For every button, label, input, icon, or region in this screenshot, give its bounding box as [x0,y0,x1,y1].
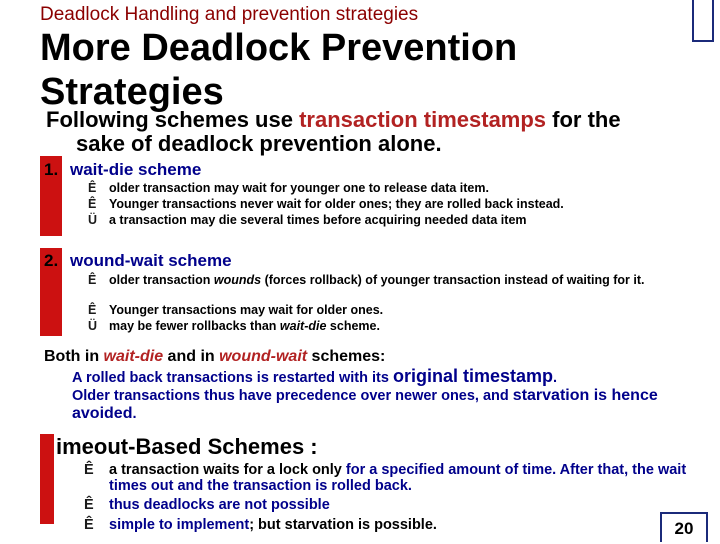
text-part: (forces rollback) of younger transaction instead of waiting for it. [261,273,645,287]
text-part: A rolled back transactions is restarted with its [72,370,393,386]
timeout-item [84,462,704,494]
timeout-item-3-text [109,517,704,533]
text-part: scheme. [326,319,380,333]
intro-pre: Following schemes use [46,107,300,132]
scheme-1-item-2-text: Younger transactions never wait for older ones; they are rolled back instead. [109,197,564,211]
scheme-1-label: wait-die scheme [70,160,202,179]
scheme-2-label: wound-wait scheme [70,251,232,270]
scheme-1-item [88,214,698,227]
text-part: . [132,406,137,422]
text-part: may be fewer rollbacks than [109,319,280,333]
text-part-italic: wait-die [279,319,327,333]
scheme-1-item-3-text: a transaction may die several times before acquiring needed data item [109,213,527,227]
slide-title [40,26,517,114]
scheme-2-item [88,274,698,287]
text-part: . [553,370,558,386]
slide-title-line2: Strategies [40,71,224,113]
intro-text [46,108,706,156]
text-part: thus deadlocks are not possible [109,497,330,513]
arrow-bullet-icon: Ê [88,181,97,195]
intro-post: for the [546,107,621,132]
red-accent-bar-3 [40,434,54,524]
intro-line2: sake of deadlock prevention alone. [76,131,442,156]
text-part-red: wound-wait [219,348,308,365]
scheme-1-heading [44,160,201,180]
curved-arrow-bullet-icon: Ü [88,213,98,227]
text-part-italic: wounds [213,273,262,287]
precedence-paragraph [72,387,672,423]
both-schemes-heading [44,348,385,366]
scheme-2-item-2-text: Younger transactions may wait for older ones. [109,303,384,317]
scheme-1-item [88,198,698,211]
arrow-bullet-icon: Ê [88,303,97,317]
arrow-bullet-icon: Ê [84,517,94,533]
scheme-1-item-1-text: older transaction may wait for younger one to release data item. [109,181,489,195]
text-part: Older transactions thus have precedence over newer ones, and [72,388,513,404]
timeout-item-1-text [109,462,704,494]
scheme-2-heading [44,251,232,271]
curved-arrow-bullet-icon: Ü [88,319,98,333]
text-part-large: starvation is hence avoided [72,387,658,422]
text-part: ; but starvation is possible. [249,517,437,533]
scheme-1-item [88,182,698,195]
text-part-red: wait-die [103,348,164,365]
timeout-item-2-text [109,497,704,513]
text-part: and in [163,348,220,365]
scheme-2-number: 2. [44,251,59,270]
text-part: simple to implement [109,517,250,533]
scheme-2-item [88,304,698,317]
intro-highlight: transaction timestamps [299,107,547,132]
page-number: 20 [660,512,708,542]
text-part-large: original timestamp [392,366,554,386]
scheme-1-number: 1. [44,160,59,179]
text-part: a transaction waits for a lock only [109,462,346,478]
text-part: schemes: [307,348,386,365]
timeout-item [84,497,704,513]
scheme-2-item-3-text [109,320,698,333]
restart-paragraph [72,368,672,387]
slide-header: Deadlock Handling and prevention strategies [40,4,419,25]
scheme-2-item [88,320,698,333]
top-corner-box [692,0,714,42]
text-part: older transaction [109,273,214,287]
arrow-bullet-icon: Ê [84,497,94,513]
arrow-bullet-icon: Ê [84,462,94,478]
timeout-item [84,517,704,533]
arrow-bullet-icon: Ê [88,197,97,211]
timeout-schemes-heading: imeout-Based Schemes : [56,434,318,459]
slide-title-line1: More Deadlock Prevention [40,27,518,69]
text-part: for a specified amount of time. After that, the wait times out and the transaction is rolled back. [109,462,687,494]
arrow-bullet-icon: Ê [88,273,97,287]
text-part: Both in [44,348,104,365]
scheme-2-item-1-text [109,274,698,287]
